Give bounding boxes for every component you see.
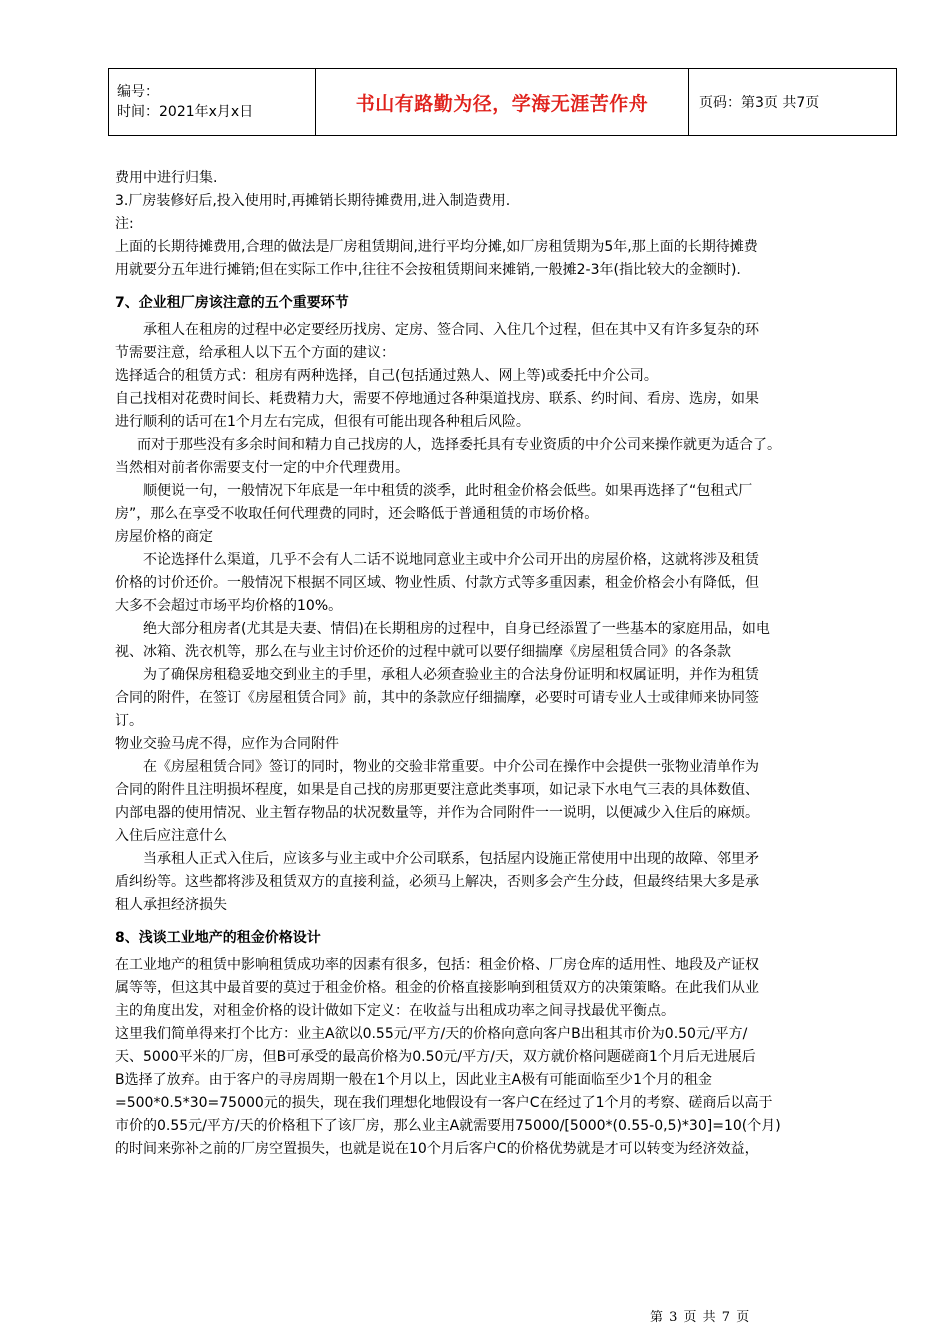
paragraph: 市价的0.55元/平方/天的价格租下了该厂房，那么业主A就需要用75000/[5000*(0.55-0,5)*30]=10(个月) [115, 1118, 781, 1134]
paragraph: B选择了放弃。由于客户的寻房周期一般在1个月以上，因此业主A极有可能面临至少1个月的租金 [115, 1072, 712, 1088]
page-header [108, 68, 897, 136]
header-meta [109, 69, 316, 136]
paragraph: 而对于那些没有多余时间和精力自己找房的人，选择委托具有专业资质的中介公司来操作就更为适合了。 [137, 437, 781, 453]
page-footer: 第 3 页 共 7 页 [650, 1310, 751, 1325]
document-number-label: 编号： [117, 84, 159, 100]
paragraph: 费用中进行归集. [115, 170, 218, 186]
paragraph: 顺便说一句，一般情况下年底是一年中租赁的淡季，此时租金价格会低些。如果再选择了“包租式厂 [143, 483, 753, 499]
paragraph: 这里我们简单得来打个比方：业主A欲以0.55元/平方/天的价格向意向客户B出租其市价为0.50元/平方/ [115, 1026, 748, 1042]
paragraph: =500*0.5*30=75000元的损失，现在我们理想化地假设有一客户C在经过了1个月的考察、磋商后以高于 [115, 1095, 773, 1111]
paragraph: 租人承担经济损失 [115, 897, 227, 913]
document-body [115, 167, 893, 1161]
paragraph: 价格的讨价还价。一般情况下根据不同区域、物业性质、付款方式等多重因素，租金价格会小有降低，但 [115, 575, 759, 591]
paragraph: 的时间来弥补之前的厂房空置损失，也就是说在10个月后客户C的价格优势就是才可以转变为经济效益， [115, 1141, 759, 1157]
paragraph: 合同的附件，在签订《房屋租赁合同》前，其中的条款应仔细揣摩，必要时可请专业人士或律师来协同签 [115, 690, 759, 706]
section-8-title: 8、浅谈工业地产的租金价格设计 [115, 930, 321, 946]
document-date: 时间：2021年x月x日 [117, 104, 254, 120]
subheading: 入住后应注意什么 [115, 828, 227, 844]
header-page-number: 页码：第3页 共7页 [689, 69, 897, 136]
paragraph: 用就要分五年进行摊销;但在实际工作中,往往不会按租赁期间来摊销,一般摊2-3年(指比较大的金额时). [115, 262, 741, 278]
paragraph: 内部电器的使用情况、业主暂存物品的状况数量等，并作为合同附件一一说明，以便减少入住后的麻烦。 [115, 805, 759, 821]
paragraph: 订。 [115, 713, 143, 729]
paragraph: 盾纠纷等。这些都将涉及租赁双方的直接利益，必须马上解决，否则多会产生分歧，但最终结果大多是承 [115, 874, 759, 890]
header-motto: 书山有路勤为径，学海无涯苦作舟 [316, 69, 689, 136]
paragraph: 当承租人正式入住后，应该多与业主或中介公司联系，包括屋内设施正常使用中出现的故障、邻里矛 [143, 851, 759, 867]
paragraph: 当然相对前者你需要支付一定的中介代理费用。 [115, 460, 409, 476]
paragraph: 自己找相对花费时间长、耗费精力大，需要不停地通过各种渠道找房、联系、约时间、看房、选房，如果 [115, 391, 759, 407]
paragraph: 视、冰箱、洗衣机等，那么在与业主讨价还价的过程中就可以要仔细揣摩《房屋租赁合同》的各条款 [115, 644, 731, 660]
subheading: 房屋价格的商定 [115, 529, 213, 545]
subheading: 物业交验马虎不得，应作为合同附件 [115, 736, 339, 752]
paragraph: 为了确保房租稳妥地交到业主的手里，承租人必须查验业主的合法身份证明和权属证明，并作为租赁 [143, 667, 759, 683]
section-7-title: 7、企业租厂房该注意的五个重要环节 [115, 295, 349, 311]
paragraph: 3.厂房装修好后,投入使用时,再摊销长期待摊费用,进入制造费用. [115, 193, 511, 209]
paragraph: 承租人在租房的过程中必定要经历找房、定房、签合同、入住几个过程，但在其中又有许多复杂的环 [143, 322, 759, 338]
paragraph: 属等等，但这其中最首要的莫过于租金价格。租金的价格直接影响到租赁双方的决策策略。在此我们从业 [115, 980, 759, 996]
paragraph: 在《房屋租赁合同》签订的同时，物业的交验非常重要。中介公司在操作中会提供一张物业清单作为 [143, 759, 759, 775]
paragraph: 大多不会超过市场平均价格的10%。 [115, 598, 343, 614]
paragraph: 天、5000平米的厂房，但B可承受的最高价格为0.50元/平方/天，双方就价格问题磋商1个月后无进展后 [115, 1049, 756, 1065]
paragraph: 上面的长期待摊费用,合理的做法是厂房租赁期间,进行平均分摊,如厂房租赁期为5年,那上面的长期待摊费 [115, 239, 758, 255]
paragraph: 绝大部分租房者(尤其是夫妻、情侣)在长期租房的过程中，自身已经添置了一些基本的家庭用品，如电 [143, 621, 770, 637]
paragraph: 主的角度出发，对租金价格的设计做如下定义：在收益与出租成功率之间寻找最优平衡点。 [115, 1003, 675, 1019]
paragraph: 合同的附件且注明损坏程度，如果是自己找的房那更要注意此类事项，如记录下水电气三表的具体数值、 [115, 782, 759, 798]
paragraph: 节需要注意，给承租人以下五个方面的建议： [115, 345, 395, 361]
paragraph: 不论选择什么渠道，几乎不会有人二话不说地同意业主或中介公司开出的房屋价格，这就将涉及租赁 [143, 552, 759, 568]
paragraph: 在工业地产的租赁中影响租赁成功率的因素有很多，包括：租金价格、厂房仓库的适用性、地段及产证权 [115, 957, 759, 973]
note-label: 注: [115, 216, 134, 232]
subheading: 选择适合的租赁方式：租房有两种选择，自己(包括通过熟人、网上等)或委托中介公司。 [115, 368, 658, 384]
paragraph: 房”，那么在享受不收取任何代理费的同时，还会略低于普通租赁的市场价格。 [115, 506, 599, 522]
paragraph: 进行顺利的话可在1个月左右完成，但很有可能出现各种租后风险。 [115, 414, 530, 430]
